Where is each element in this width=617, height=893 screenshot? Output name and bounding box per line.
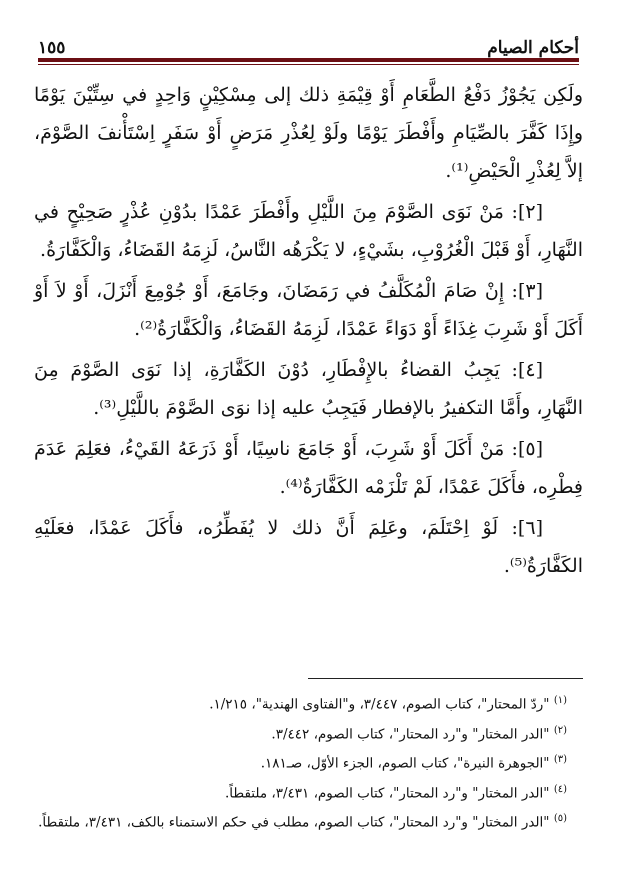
footnote-text: "الدر المختار" و"رد المحتار"، كتاب الصوم، ٣/٤٣١، ملتقطاً. — [224, 785, 550, 801]
footnote-text: "ردّ المحتار"، كتاب الصوم، ٣/٤٤٧، و"الفتاوى الهندية"، ١/٢١٥. — [209, 696, 550, 713]
footnote-mark: (١) — [553, 695, 567, 706]
header-rule-thin — [38, 64, 579, 65]
book-title: أحكام الصيام — [487, 38, 579, 58]
page-number: ١٥٥ — [38, 38, 66, 58]
footnote-2 — [34, 718, 583, 748]
page-header — [38, 22, 579, 58]
footnote-1 — [34, 688, 583, 718]
paragraph-2: [٢]: مَنْ نَوَى الصَّوْمَ مِنَ اللَّيْلِ وأَفْطَرَ عَمْدًا بدُوْنِ عُذْرٍ صَحِيْحٍ في النَّهَارِ، أَوْ قَبْلَ الْغُرُوْبِ، بشَيْءٍ، لا يَكْرَهُه النَّاسُ، لَزِمَهُ القَضَاءُ، وَالْكَفَّارَةُ. — [34, 201, 583, 261]
paragraph-5: [٥]: مَنْ أَكَلَ أَوْ شَرِبَ، أَوْ جَامَعَ ناسِيًا، أَوْ ذَرَعَهُ القَيْءُ، فعَلِمَ عَدَمَ فِطْرِه، فأَكَلَ عَمْدًا، لَمْ تَلْزَمْه الكَفَّارَةُ⁽⁴⁾. — [34, 438, 583, 498]
footnote-text: "الدر المختار" و"رد المحتار"، كتاب الصوم، ٣/٤٤٢. — [271, 726, 550, 742]
footnote-text: "الدر المختار" و"رد المحتار"، كتاب الصوم، مطلب في حكم الاستمناء بالكف، ٣/٤٣١، ملتقطاً. — [38, 814, 550, 831]
footnote-mark: (٣) — [553, 754, 567, 765]
paragraph-3: [٣]: إِنْ صَامَ الْمُكَلَّفُ في رَمَضَانَ، وجَامَعَ، أَوْ جُوْمِعَ أَنْزَلَ، أَوْ لاَ أَوْ أَكَلَ أَوْ شَرِبَ غِذَاءً أَوْ دَوَاءً عَمْدًا، لَزِمَهُ القَضَاءُ، وَالْكَفَّارَةُ⁽²⁾. — [34, 280, 583, 340]
main-text — [34, 76, 583, 588]
footnote-mark: (٢) — [553, 724, 567, 736]
footnote-4 — [34, 777, 583, 807]
footnote-text: "الجوهرة النيرة"، كتاب الصوم، الجزء الأوّل، صـ١٨١. — [260, 755, 550, 772]
paragraph-intro: ولَكِن يَجُوْزُ دَفْعُ الطَّعَامِ أَوْ قِيْمَةِ ذلك إلى مِسْكِيْنٍ وَاحِدٍ في سِتِّيْنَ يَوْمًا وإِذَا كَفَّرَ بالصِّيَامِ وأَفْطَرَ يَوْمًا ولَوْ لِعُذْرِ مَرَضٍ أَوْ سَفَرٍ اِسْتَأْنفَ الصَّوْمَ، إلاَّ لِعُذْرِ الْحَيْضِ⁽¹⁾. — [34, 84, 583, 182]
footnote-separator — [308, 678, 583, 679]
footnote-3 — [34, 747, 583, 777]
header-rule-thick — [38, 58, 579, 62]
footnote-5 — [34, 806, 583, 836]
footnote-mark: (٥) — [553, 813, 567, 824]
paragraph-6: [٦]: لَوْ اِحْتَلَمَ، وعَلِمَ أَنَّ ذلك لا يُفَطِّرُه، فأَكَلَ عَمْدًا، فعَلَيْهِ الكَفَّارَةُ⁽⁵⁾. — [34, 517, 583, 577]
footnotes — [34, 688, 583, 836]
footnote-mark: (٤) — [553, 783, 567, 795]
paragraph-4: [٤]: يَجِبُ القضاءُ بالإِفْطَارِ، دُوْنَ الكَفَّارَةِ، إذا نَوَى الصَّوْمَ مِنَ النَّهَارِ، وأَمَّا التكفيرُ بالإفطار فَيَجِبُ عليه إذا نوَى الصَّوْمَ باللَّيْلِ⁽³⁾. — [34, 359, 583, 419]
